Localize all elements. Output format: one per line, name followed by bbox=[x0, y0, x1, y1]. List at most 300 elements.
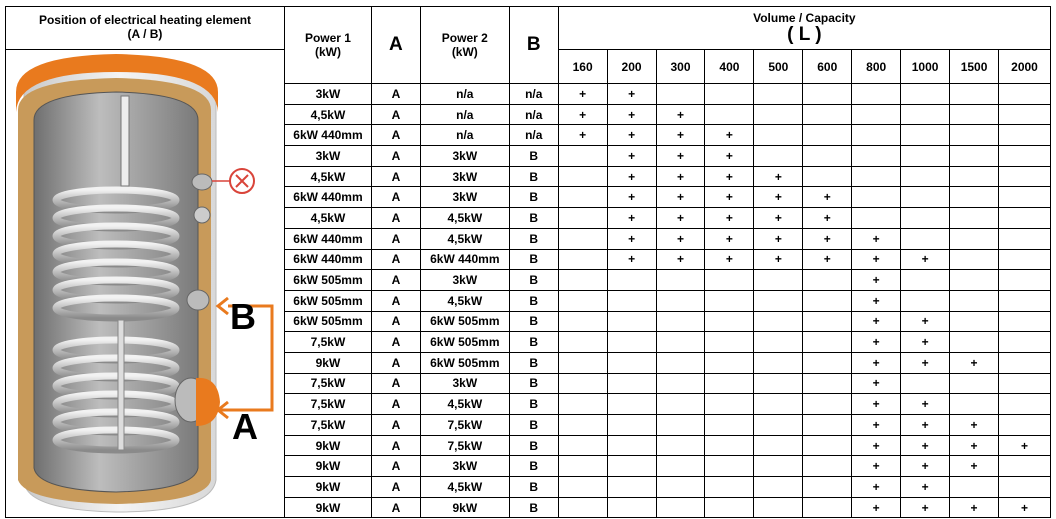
compat-cell-160 bbox=[558, 311, 607, 332]
position-b-cell: B bbox=[509, 456, 558, 477]
compat-cell-400 bbox=[705, 332, 754, 353]
position-title: Position of electrical heating element bbox=[38, 13, 252, 27]
compat-cell-1000 bbox=[901, 270, 950, 291]
position-b-label: B bbox=[230, 296, 256, 337]
compat-cell-300 bbox=[656, 352, 705, 373]
compat-cell-1000: + bbox=[901, 497, 950, 518]
compat-cell-200: + bbox=[607, 146, 656, 167]
compat-cell-600 bbox=[803, 352, 852, 373]
heater-illustration bbox=[6, 50, 284, 514]
compat-cell-800 bbox=[852, 208, 901, 229]
power2-cell: 3kW bbox=[420, 166, 509, 187]
compat-cell-600 bbox=[803, 394, 852, 415]
compat-cell-1000: + bbox=[901, 435, 950, 456]
power1-label: Power 1 bbox=[304, 31, 351, 45]
power2-cell: 7,5kW bbox=[420, 415, 509, 436]
power1-cell: 4,5kW bbox=[285, 104, 372, 125]
compat-cell-800: + bbox=[852, 332, 901, 353]
position-a-cell: A bbox=[371, 290, 420, 311]
compat-cell-200 bbox=[607, 311, 656, 332]
position-a-cell: A bbox=[371, 270, 420, 291]
compat-cell-160 bbox=[558, 435, 607, 456]
position-b-cell: B bbox=[509, 415, 558, 436]
position-a-cell: A bbox=[371, 208, 420, 229]
compat-cell-300 bbox=[656, 435, 705, 456]
compat-cell-300 bbox=[656, 332, 705, 353]
compat-cell-800: + bbox=[852, 456, 901, 477]
volume-600: 600 bbox=[803, 50, 852, 84]
compat-cell-300 bbox=[656, 270, 705, 291]
power2-cell: n/a bbox=[420, 125, 509, 146]
compat-cell-200 bbox=[607, 394, 656, 415]
compat-cell-500 bbox=[754, 352, 803, 373]
position-b-cell: B bbox=[509, 373, 558, 394]
power1-cell: 6kW 505mm bbox=[285, 311, 372, 332]
position-b-cell: B bbox=[509, 311, 558, 332]
compat-cell-1500 bbox=[950, 290, 999, 311]
compat-cell-400 bbox=[705, 352, 754, 373]
power2-cell: 3kW bbox=[420, 270, 509, 291]
compat-cell-800 bbox=[852, 166, 901, 187]
compat-cell-200: + bbox=[607, 208, 656, 229]
compat-cell-200 bbox=[607, 456, 656, 477]
compat-cell-300 bbox=[656, 415, 705, 436]
compat-cell-800: + bbox=[852, 228, 901, 249]
compat-cell-400 bbox=[705, 290, 754, 311]
position-a-cell: A bbox=[371, 249, 420, 270]
compat-cell-200: + bbox=[607, 249, 656, 270]
position-a-cell: A bbox=[371, 373, 420, 394]
compat-cell-2000 bbox=[999, 249, 1051, 270]
position-a-cell: A bbox=[371, 104, 420, 125]
compat-cell-1500 bbox=[950, 228, 999, 249]
compat-cell-300: + bbox=[656, 146, 705, 167]
power2-cell: 6kW 505mm bbox=[420, 352, 509, 373]
compat-cell-800 bbox=[852, 146, 901, 167]
position-a-cell: A bbox=[371, 477, 420, 498]
compat-cell-500 bbox=[754, 435, 803, 456]
volume-1000: 1000 bbox=[901, 50, 950, 84]
compat-cell-400: + bbox=[705, 146, 754, 167]
compat-cell-200 bbox=[607, 332, 656, 353]
position-a-cell: A bbox=[371, 187, 420, 208]
compatibility-sheet bbox=[5, 6, 1051, 514]
power1-cell: 6kW 440mm bbox=[285, 249, 372, 270]
power2-cell: n/a bbox=[420, 84, 509, 105]
power1-cell: 3kW bbox=[285, 146, 372, 167]
compat-cell-300: + bbox=[656, 125, 705, 146]
compat-cell-1000: + bbox=[901, 311, 950, 332]
position-title-cell bbox=[6, 7, 285, 50]
compat-cell-300: + bbox=[656, 208, 705, 229]
compat-cell-300 bbox=[656, 290, 705, 311]
compat-cell-1000 bbox=[901, 84, 950, 105]
compat-cell-200 bbox=[607, 290, 656, 311]
compat-cell-1500: + bbox=[950, 415, 999, 436]
compat-cell-200 bbox=[607, 497, 656, 518]
compat-cell-1000: + bbox=[901, 352, 950, 373]
volume-1500: 1500 bbox=[950, 50, 999, 84]
power1-cell: 7,5kW bbox=[285, 373, 372, 394]
power2-cell: 6kW 505mm bbox=[420, 332, 509, 353]
compat-cell-800 bbox=[852, 125, 901, 146]
position-b-cell: n/a bbox=[509, 84, 558, 105]
compat-cell-600 bbox=[803, 456, 852, 477]
compat-cell-800 bbox=[852, 104, 901, 125]
heater-illustration-cell bbox=[6, 50, 285, 518]
compat-cell-1000 bbox=[901, 187, 950, 208]
compat-cell-160 bbox=[558, 187, 607, 208]
compat-cell-1000: + bbox=[901, 477, 950, 498]
compat-cell-2000: + bbox=[999, 497, 1051, 518]
position-a-cell: A bbox=[371, 332, 420, 353]
compat-cell-400 bbox=[705, 415, 754, 436]
compat-cell-800: + bbox=[852, 477, 901, 498]
compat-cell-300: + bbox=[656, 187, 705, 208]
position-b-cell: B bbox=[509, 208, 558, 229]
compat-cell-200 bbox=[607, 477, 656, 498]
compat-cell-500 bbox=[754, 373, 803, 394]
compat-cell-800: + bbox=[852, 290, 901, 311]
power1-cell: 9kW bbox=[285, 497, 372, 518]
position-b-cell: B bbox=[509, 352, 558, 373]
power1-cell: 6kW 440mm bbox=[285, 187, 372, 208]
power2-cell: 4,5kW bbox=[420, 394, 509, 415]
compat-cell-600 bbox=[803, 435, 852, 456]
compat-cell-500 bbox=[754, 146, 803, 167]
position-b-cell: n/a bbox=[509, 125, 558, 146]
compat-cell-2000 bbox=[999, 352, 1051, 373]
compat-cell-500 bbox=[754, 332, 803, 353]
compat-cell-160 bbox=[558, 166, 607, 187]
compat-cell-300 bbox=[656, 394, 705, 415]
compat-cell-2000 bbox=[999, 208, 1051, 229]
position-b-cell: B bbox=[509, 166, 558, 187]
power1-cell: 6kW 505mm bbox=[285, 270, 372, 291]
position-a-cell: A bbox=[371, 166, 420, 187]
compat-cell-500 bbox=[754, 456, 803, 477]
compat-cell-1000 bbox=[901, 228, 950, 249]
position-b-cell: B bbox=[509, 228, 558, 249]
volume-500: 500 bbox=[754, 50, 803, 84]
compat-cell-1500 bbox=[950, 146, 999, 167]
power1-header bbox=[285, 7, 372, 84]
compat-cell-600 bbox=[803, 146, 852, 167]
compat-cell-160 bbox=[558, 394, 607, 415]
compat-cell-300 bbox=[656, 497, 705, 518]
position-a-cell: A bbox=[371, 435, 420, 456]
power2-cell: 4,5kW bbox=[420, 477, 509, 498]
compat-cell-1000: + bbox=[901, 394, 950, 415]
compat-cell-800: + bbox=[852, 497, 901, 518]
compat-cell-600: + bbox=[803, 208, 852, 229]
compat-cell-400 bbox=[705, 435, 754, 456]
compat-cell-400 bbox=[705, 84, 754, 105]
compat-cell-800 bbox=[852, 187, 901, 208]
power1-unit: (kW) bbox=[314, 45, 341, 59]
compat-cell-600 bbox=[803, 270, 852, 291]
compat-cell-200: + bbox=[607, 125, 656, 146]
compat-cell-200 bbox=[607, 435, 656, 456]
volume-header bbox=[558, 7, 1050, 50]
power2-cell: 3kW bbox=[420, 146, 509, 167]
compat-cell-400 bbox=[705, 456, 754, 477]
compat-cell-600: + bbox=[803, 228, 852, 249]
compat-cell-1000 bbox=[901, 146, 950, 167]
compat-cell-600 bbox=[803, 373, 852, 394]
power2-header bbox=[420, 7, 509, 84]
power2-cell: 9kW bbox=[420, 497, 509, 518]
compat-cell-2000 bbox=[999, 311, 1051, 332]
compat-cell-1500: + bbox=[950, 456, 999, 477]
compat-cell-2000 bbox=[999, 125, 1051, 146]
compat-cell-200 bbox=[607, 352, 656, 373]
compat-cell-600 bbox=[803, 84, 852, 105]
compat-cell-160 bbox=[558, 477, 607, 498]
compat-cell-200: + bbox=[607, 84, 656, 105]
compat-cell-300: + bbox=[656, 166, 705, 187]
power1-cell: 7,5kW bbox=[285, 415, 372, 436]
compat-cell-500: + bbox=[754, 166, 803, 187]
compat-cell-1000 bbox=[901, 104, 950, 125]
volume-400: 400 bbox=[705, 50, 754, 84]
compat-cell-200 bbox=[607, 373, 656, 394]
position-a-cell: A bbox=[371, 456, 420, 477]
compat-cell-800: + bbox=[852, 415, 901, 436]
position-b-cell: B bbox=[509, 477, 558, 498]
compat-cell-1000: + bbox=[901, 332, 950, 353]
position-a-cell: A bbox=[371, 125, 420, 146]
power2-unit: (kW) bbox=[451, 45, 478, 59]
compat-cell-2000: + bbox=[999, 435, 1051, 456]
power1-cell: 4,5kW bbox=[285, 208, 372, 229]
compat-cell-400 bbox=[705, 477, 754, 498]
compat-cell-2000 bbox=[999, 394, 1051, 415]
power1-cell: 9kW bbox=[285, 435, 372, 456]
compat-cell-800: + bbox=[852, 435, 901, 456]
position-a-cell: A bbox=[371, 84, 420, 105]
position-a-label: A bbox=[232, 406, 258, 447]
power1-cell: 6kW 505mm bbox=[285, 290, 372, 311]
compat-cell-600 bbox=[803, 415, 852, 436]
compat-cell-2000 bbox=[999, 187, 1051, 208]
compat-cell-500 bbox=[754, 84, 803, 105]
compat-cell-1000 bbox=[901, 373, 950, 394]
power2-cell: 3kW bbox=[420, 456, 509, 477]
compat-cell-400 bbox=[705, 497, 754, 518]
compat-cell-500 bbox=[754, 311, 803, 332]
compat-cell-800: + bbox=[852, 352, 901, 373]
compat-cell-1500: + bbox=[950, 497, 999, 518]
position-b-cell: B bbox=[509, 394, 558, 415]
compat-cell-600 bbox=[803, 497, 852, 518]
compat-cell-2000 bbox=[999, 228, 1051, 249]
compat-cell-600 bbox=[803, 166, 852, 187]
compat-cell-160 bbox=[558, 290, 607, 311]
compat-cell-800: + bbox=[852, 270, 901, 291]
power2-cell: 4,5kW bbox=[420, 290, 509, 311]
compat-cell-2000 bbox=[999, 104, 1051, 125]
compat-cell-160 bbox=[558, 228, 607, 249]
b-header: B bbox=[509, 7, 558, 84]
compat-cell-2000 bbox=[999, 456, 1051, 477]
position-b-cell: B bbox=[509, 332, 558, 353]
compat-cell-500 bbox=[754, 104, 803, 125]
compat-cell-200: + bbox=[607, 187, 656, 208]
compat-cell-1500 bbox=[950, 477, 999, 498]
compat-cell-500 bbox=[754, 477, 803, 498]
power1-cell: 6kW 440mm bbox=[285, 125, 372, 146]
compat-cell-1500 bbox=[950, 249, 999, 270]
compat-cell-500: + bbox=[754, 187, 803, 208]
volume-title: Volume / Capacity bbox=[753, 11, 856, 25]
compat-cell-400 bbox=[705, 394, 754, 415]
power1-cell: 4,5kW bbox=[285, 166, 372, 187]
compat-cell-2000 bbox=[999, 477, 1051, 498]
compat-cell-1000 bbox=[901, 208, 950, 229]
compat-cell-300: + bbox=[656, 104, 705, 125]
compat-cell-400 bbox=[705, 270, 754, 291]
compat-cell-1500 bbox=[950, 270, 999, 291]
compat-cell-200 bbox=[607, 270, 656, 291]
compat-cell-2000 bbox=[999, 166, 1051, 187]
power2-cell: 4,5kW bbox=[420, 208, 509, 229]
volume-300: 300 bbox=[656, 50, 705, 84]
volume-2000: 2000 bbox=[999, 50, 1051, 84]
compat-cell-400: + bbox=[705, 125, 754, 146]
position-a-cell: A bbox=[371, 352, 420, 373]
compat-cell-160 bbox=[558, 146, 607, 167]
position-b-cell: n/a bbox=[509, 104, 558, 125]
compat-cell-400 bbox=[705, 373, 754, 394]
power2-cell: 6kW 440mm bbox=[420, 249, 509, 270]
power2-cell: 6kW 505mm bbox=[420, 311, 509, 332]
position-a-cell: A bbox=[371, 415, 420, 436]
compat-cell-500 bbox=[754, 415, 803, 436]
compat-cell-160 bbox=[558, 497, 607, 518]
compat-cell-300: + bbox=[656, 249, 705, 270]
compat-cell-1000: + bbox=[901, 415, 950, 436]
compat-cell-200: + bbox=[607, 228, 656, 249]
compat-cell-160 bbox=[558, 373, 607, 394]
compat-cell-2000 bbox=[999, 270, 1051, 291]
volume-unit: ( L ) bbox=[787, 24, 822, 45]
volume-200: 200 bbox=[607, 50, 656, 84]
position-a-cell: A bbox=[371, 146, 420, 167]
compat-cell-2000 bbox=[999, 332, 1051, 353]
compat-cell-1000: + bbox=[901, 456, 950, 477]
position-a-cell: A bbox=[371, 228, 420, 249]
compat-cell-500 bbox=[754, 497, 803, 518]
compat-cell-160: + bbox=[558, 84, 607, 105]
position-b-cell: B bbox=[509, 187, 558, 208]
power2-cell: n/a bbox=[420, 104, 509, 125]
compat-cell-200 bbox=[607, 415, 656, 436]
position-subtitle: (A / B) bbox=[127, 27, 163, 41]
compat-cell-400: + bbox=[705, 166, 754, 187]
compat-cell-2000 bbox=[999, 146, 1051, 167]
power1-cell: 9kW bbox=[285, 477, 372, 498]
position-a-cell: A bbox=[371, 497, 420, 518]
compat-cell-600 bbox=[803, 290, 852, 311]
compat-cell-500: + bbox=[754, 228, 803, 249]
compat-cell-800: + bbox=[852, 311, 901, 332]
compat-cell-400: + bbox=[705, 228, 754, 249]
compat-cell-400: + bbox=[705, 208, 754, 229]
compat-cell-300 bbox=[656, 84, 705, 105]
compat-cell-500 bbox=[754, 290, 803, 311]
power2-cell: 3kW bbox=[420, 187, 509, 208]
compat-cell-500 bbox=[754, 125, 803, 146]
compat-cell-600 bbox=[803, 332, 852, 353]
position-b-cell: B bbox=[509, 249, 558, 270]
compat-cell-200: + bbox=[607, 166, 656, 187]
position-b-cell: B bbox=[509, 497, 558, 518]
position-b-cell: B bbox=[509, 435, 558, 456]
compat-cell-600 bbox=[803, 477, 852, 498]
compat-cell-2000 bbox=[999, 84, 1051, 105]
compat-cell-600 bbox=[803, 125, 852, 146]
compat-cell-800 bbox=[852, 84, 901, 105]
compat-cell-600: + bbox=[803, 249, 852, 270]
compat-cell-160 bbox=[558, 208, 607, 229]
compat-cell-500: + bbox=[754, 208, 803, 229]
compat-cell-400 bbox=[705, 311, 754, 332]
power1-cell: 7,5kW bbox=[285, 394, 372, 415]
power1-cell: 6kW 440mm bbox=[285, 228, 372, 249]
compat-cell-500 bbox=[754, 394, 803, 415]
compat-cell-160 bbox=[558, 456, 607, 477]
compat-cell-300 bbox=[656, 311, 705, 332]
compat-cell-800: + bbox=[852, 373, 901, 394]
compat-cell-1000: + bbox=[901, 249, 950, 270]
compat-cell-1500 bbox=[950, 187, 999, 208]
compat-cell-300 bbox=[656, 373, 705, 394]
position-b-cell: B bbox=[509, 270, 558, 291]
compat-cell-400 bbox=[705, 104, 754, 125]
compat-cell-1000 bbox=[901, 290, 950, 311]
power2-cell: 7,5kW bbox=[420, 435, 509, 456]
compat-cell-300 bbox=[656, 456, 705, 477]
compat-cell-1000 bbox=[901, 125, 950, 146]
position-b-cell: B bbox=[509, 146, 558, 167]
a-header: A bbox=[371, 7, 420, 84]
compat-cell-500: + bbox=[754, 249, 803, 270]
compat-cell-400: + bbox=[705, 249, 754, 270]
compat-cell-1500 bbox=[950, 332, 999, 353]
compat-cell-160 bbox=[558, 249, 607, 270]
compat-cell-800: + bbox=[852, 394, 901, 415]
volume-800: 800 bbox=[852, 50, 901, 84]
compat-cell-2000 bbox=[999, 290, 1051, 311]
position-b-cell: B bbox=[509, 290, 558, 311]
compat-cell-1500 bbox=[950, 125, 999, 146]
compat-cell-300 bbox=[656, 477, 705, 498]
position-a-cell: A bbox=[371, 311, 420, 332]
volume-160: 160 bbox=[558, 50, 607, 84]
power2-cell: 4,5kW bbox=[420, 228, 509, 249]
compat-cell-1500 bbox=[950, 104, 999, 125]
compat-cell-1500 bbox=[950, 84, 999, 105]
power1-cell: 9kW bbox=[285, 456, 372, 477]
power1-cell: 7,5kW bbox=[285, 332, 372, 353]
compat-cell-160: + bbox=[558, 125, 607, 146]
compat-cell-2000 bbox=[999, 415, 1051, 436]
compat-cell-1500 bbox=[950, 166, 999, 187]
compat-cell-1500 bbox=[950, 373, 999, 394]
compat-cell-300: + bbox=[656, 228, 705, 249]
power2-cell: 3kW bbox=[420, 373, 509, 394]
